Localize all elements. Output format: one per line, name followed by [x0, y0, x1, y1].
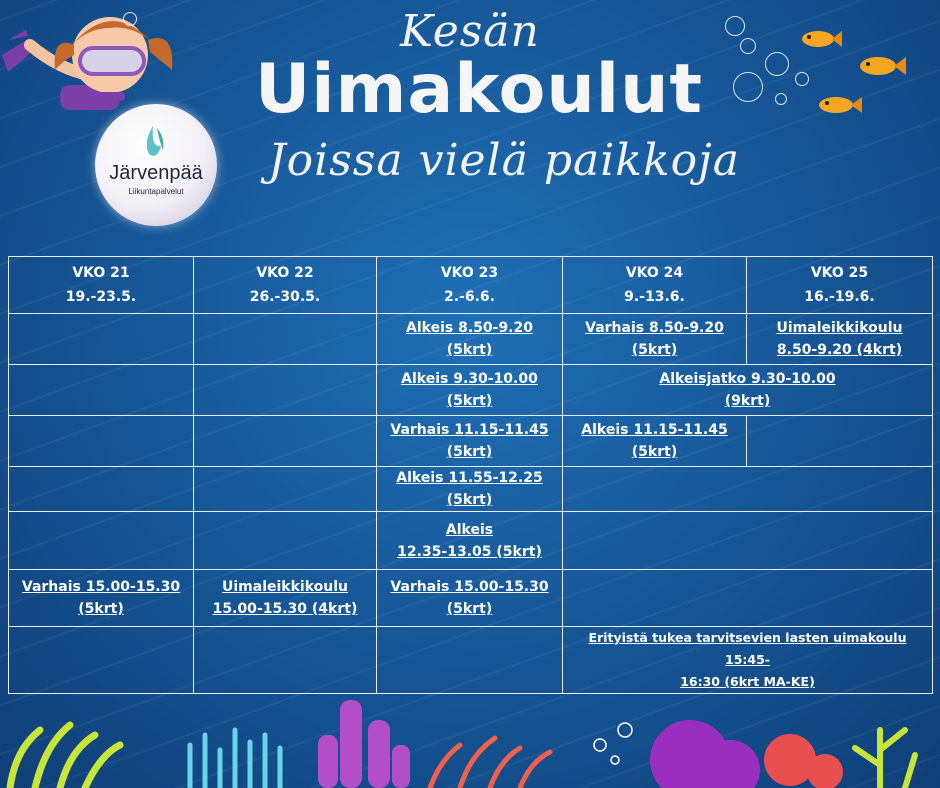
course-link[interactable]: Alkeis 8.50-9.20 (5krt) — [406, 320, 533, 358]
table-row — [9, 570, 933, 627]
course-count: (9krt) — [724, 393, 771, 409]
schedule-table — [8, 256, 933, 694]
empty-cell — [747, 416, 933, 467]
week-header — [747, 257, 933, 314]
bubble — [795, 72, 809, 86]
empty-cell — [194, 467, 377, 512]
empty-cell — [194, 627, 377, 694]
week-header — [377, 257, 563, 314]
course-link[interactable]: Varhais 8.50-9.20 (5krt) — [585, 320, 724, 358]
course-time: 12.35-13.05 (5krt) — [397, 543, 542, 560]
bubble — [725, 16, 745, 36]
empty-cell — [194, 365, 377, 416]
course-name: Uimaleikkikoulu — [776, 320, 903, 336]
week-header — [194, 257, 377, 314]
bubble — [775, 93, 787, 105]
course-name: Uimaleikkikoulu — [222, 579, 348, 595]
course-cell — [563, 416, 747, 467]
week-label: VKO 24 — [625, 265, 684, 281]
logo-subtitle: Liikuntapalvelut — [128, 187, 184, 196]
logo-name: Järvenpää — [109, 162, 203, 184]
empty-cell — [194, 512, 377, 570]
week-dates: 19.-23.5. — [65, 289, 137, 305]
course-name: Varhais 11.15-11.45 — [390, 422, 549, 438]
water-drop-icon — [143, 124, 167, 160]
week-label: VKO 23 — [440, 265, 499, 281]
title-line-1: Kesän — [400, 6, 540, 57]
course-cell — [9, 570, 194, 627]
bubble — [740, 38, 756, 54]
course-link[interactable] — [589, 630, 907, 689]
coral-reef-illustration — [0, 690, 940, 788]
week-label: VKO 25 — [810, 265, 869, 281]
empty-cell — [563, 570, 933, 627]
course-count: (5krt) — [78, 601, 124, 617]
empty-cell — [377, 627, 563, 694]
course-cell — [194, 570, 377, 627]
course-link[interactable] — [390, 579, 548, 617]
week-header — [563, 257, 747, 314]
course-link[interactable] — [390, 422, 548, 460]
table-row — [9, 467, 933, 512]
course-link[interactable] — [22, 579, 180, 617]
logo-bubble — [95, 104, 217, 226]
course-name: Varhais 15.00-15.30 — [390, 579, 549, 595]
title-line-3: Joissa vielä paikkoja — [268, 135, 740, 186]
course-link[interactable]: Alkeis 11.55-12.25 (5krt) — [396, 470, 543, 508]
course-cell — [747, 314, 933, 365]
course-cell — [377, 365, 563, 416]
course-link[interactable] — [213, 579, 358, 617]
course-cell — [563, 627, 933, 694]
week-label: VKO 21 — [72, 265, 130, 281]
empty-cell — [194, 314, 377, 365]
course-count: (5krt) — [446, 601, 493, 617]
bubble — [123, 12, 137, 26]
bubble — [733, 72, 763, 102]
empty-cell — [563, 467, 933, 512]
course-link[interactable] — [659, 371, 835, 409]
course-cell — [377, 467, 563, 512]
fish-icon — [800, 28, 842, 50]
course-link[interactable]: Alkeis 11.15-11.45 (5krt) — [581, 422, 728, 460]
course-cell — [377, 512, 563, 570]
week-dates: 2.-6.6. — [444, 289, 495, 305]
week-header — [9, 257, 194, 314]
table-row — [9, 512, 933, 570]
empty-cell — [9, 467, 194, 512]
course-link[interactable] — [397, 522, 542, 560]
week-dates: 16.-19.6. — [804, 289, 875, 305]
course-time: 16:30 (6krt MA-KE) — [680, 674, 815, 689]
empty-cell — [194, 416, 377, 467]
course-cell — [377, 314, 563, 365]
title-line-2: Uimakoulut — [255, 50, 704, 129]
week-label: VKO 22 — [256, 265, 314, 281]
course-time: 15.00-15.30 (4krt) — [212, 601, 358, 617]
fish-icon — [858, 54, 906, 78]
table-row — [9, 627, 933, 694]
course-cell — [377, 416, 563, 467]
week-dates: 26.-30.5. — [249, 289, 321, 305]
bubble — [765, 52, 789, 76]
course-cell — [563, 314, 747, 365]
course-count: (5krt) — [446, 444, 493, 460]
course-name: Alkeisjatko 9.30-10.00 — [659, 371, 836, 387]
course-name: Varhais 15.00-15.30 — [21, 579, 181, 595]
fish-icon — [818, 94, 862, 116]
course-cell — [377, 570, 563, 627]
table-row — [9, 365, 933, 416]
week-dates: 9.-13.6. — [624, 289, 685, 305]
course-time: 8.50-9.20 (4krt) — [776, 342, 903, 358]
header-row — [9, 257, 933, 314]
table-row — [9, 314, 933, 365]
empty-cell — [9, 314, 194, 365]
empty-cell — [9, 365, 194, 416]
course-cell — [563, 365, 933, 416]
course-link[interactable]: Alkeis 9.30-10.00 (5krt) — [401, 371, 538, 409]
course-link[interactable] — [777, 320, 903, 358]
empty-cell — [563, 512, 933, 570]
course-name: Alkeis — [445, 521, 494, 538]
course-name: Erityistä tukea tarvitsevien lasten uimakoulu 15:45- — [588, 630, 907, 667]
empty-cell — [9, 416, 194, 467]
table-row — [9, 416, 933, 467]
empty-cell — [9, 512, 194, 570]
empty-cell — [9, 627, 194, 694]
